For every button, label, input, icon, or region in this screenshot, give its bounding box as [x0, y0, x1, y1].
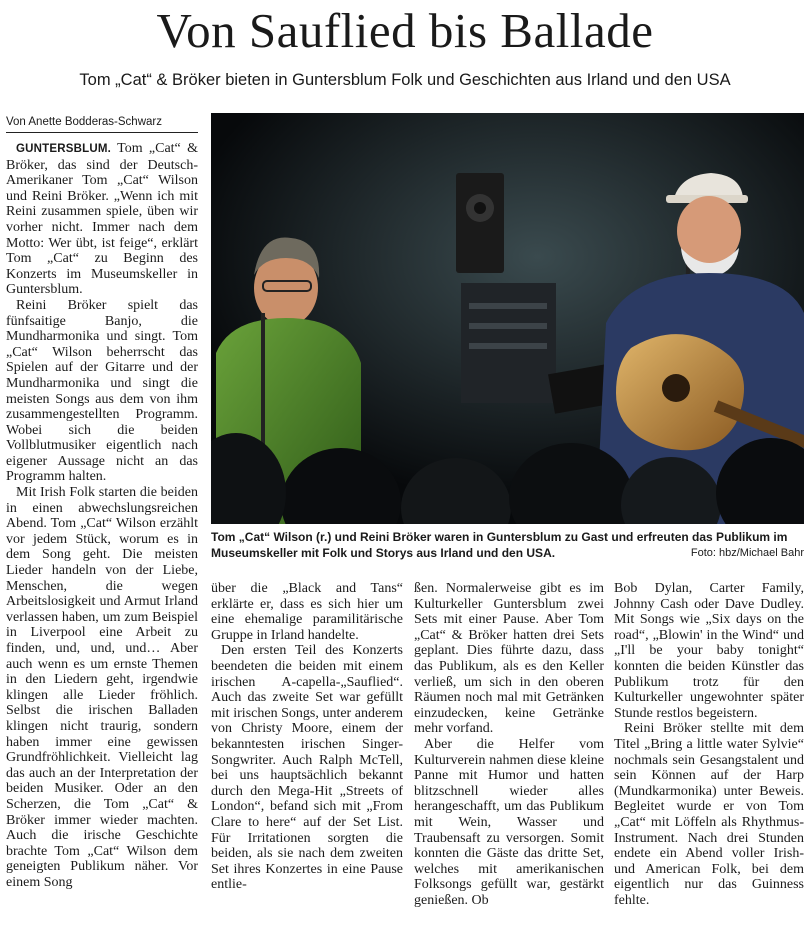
paragraph — [6, 141, 198, 298]
paragraph: ßen. Normalerweise gibt es im Kulturkeller Guntersblum zwei Sets mit einer Pause. Aber Tom „Cat“ & Bröker hatten drei Sets geplant. Dies führte dazu, dass das Publikum, als es den Keller verließ, um sich in den oberen Räumen noch mal mit Getränken einzudecken, keine Getränke mehr vorfand. — [414, 581, 604, 737]
paragraph: Bob Dylan, Carter Family, Johnny Cash oder Dave Dudley. Mit Songs wie „Six days on the road“, „Blowin' in the Wind“ und „I'll be your baby tonight“ konnten die beiden Künstler das Publikum trotz für den Kulturkeller ungewohnter später Stunde restlos begeistern. — [614, 581, 804, 721]
concert-photo — [211, 113, 804, 524]
article-column-3 — [414, 581, 604, 943]
subheadline: Tom „Cat“ & Bröker bieten in Guntersblum Folk und Geschichten aus Irland und den USA — [79, 71, 731, 89]
article-column-2 — [211, 581, 403, 943]
article-column-4 — [614, 581, 804, 943]
paragraph: über die „Black and Tans“ erklärte er, dass es sich hier um eine ehemalige paramilitärische Gruppe in Irland handelte. — [211, 581, 403, 643]
paragraph: Den ersten Teil des Konzerts beendeten die beiden mit einem irischen A-capella-„Sauflied“. Auch das zweite Set war gefüllt mit irischen Songs, unter anderem von Christy Moore, einem der bekanntesten irischen Singer-Songwriter. Auch Ralph McTell, bei uns hauptsächlich bekannt durch den Mega-Hit „Streets of London“, befand sich mit „From Clare to here“ auf der Set List. Für Irritationen sorgten die beiden, als sie nach dem zweiten Set ihres Konzertes in eine Pause entlie- — [211, 643, 403, 893]
byline: Von Anette Bodderas-Schwarz — [6, 114, 198, 133]
paragraph: Reini Bröker spielt das fünfsaitige Banjo, die Mundharmonika und singt. Tom „Cat“ Wilson beherrscht das Spielen auf der Gitarre und der Mundharmonika und singt die meisten Songs aus dem von ihm zusammengestellten Programm. Wobei sich die beiden Vollblutmusiker eigentlich nach eigener Aussage nicht an das Programm halten. — [6, 297, 198, 485]
dateline: GUNTERSBLUM. — [16, 143, 112, 155]
photo-caption — [211, 529, 804, 561]
paragraph-text: Tom „Cat“ & Bröker, das sind der Deutsch-Amerikaner Tom „Cat“ Wilson und Reini Bröker. „Wenn ich mit Reini zusammen spiele, üben wir vorher nicht. Immer nach dem Motto: Wer übt, ist feige“, erklärt Tom „Cat“ zu Beginn des Konzerts im Museumskeller in Guntersblum. — [6, 141, 198, 298]
paragraph: Mit Irish Folk starten die beiden in einen abwechslungsreichen Abend. Tom „Cat“ Wilson erzählt vor jedem Stück, worum es in dem Song geht. Die meisten Lieder handeln von der Liebe, Menschen, die wegen Arbeitslosigkeit und Armut Irland verlassen haben, um zum Beispiel in Liverpool eine Arbeit zu finden, und, und, und… Aber auch wenn es um ernste Themen in den Liedern geht, irgendwie klingen alle Lieder fröhlich. Selbst die irischen Balladen klingen nicht traurig, sondern haben immer eine gewissen Grundfröhlichkeit. Vielleicht lag das auch an der Interpretation der beiden Musiker. Oder an den Scherzen, die Tom „Cat“ & Bröker immer wieder machten. Auch die irische Geschichte brachte Tom „Cat“ Wilson dem geneigten Publikum näher. Vor einem Song — [6, 485, 198, 890]
caption-text: Tom „Cat“ Wilson (r.) und Reini Bröker waren in Guntersblum zu Gast und erfreuten das Publikum im Museumskeller mit Folk und Storys aus Irland und den USA. — [211, 530, 788, 560]
paragraph: Aber die Helfer vom Kulturverein nahmen diese kleine Panne mit Humor und hatten blitzschnell wieder alles herangeschafft, um das Publikum mit Wein, Wasser und Traubensaft zu versorgen. Somit konnten die Gäste das dritte Set, welches mit amerikanischen Folksongs gefüllt war, gestärkt genießen. Ob — [414, 736, 604, 908]
photo-credit: Foto: hbz/Michael Bahr — [685, 545, 804, 561]
paragraph: Reini Bröker stellte mit dem Titel „Bring a little water Sylvie“ nochmals sein Gesangstalent und sein Können auf der Harp (Mundkarmonika) unter Beweis. Begleitet wurde er von Tom „Cat“ mit Löffeln als Rhythmus-Instrument. Nach drei Stunden endete ein Abend voller Irish- und American Folk, bei dem eigentlich nur das Guinness fehlte. — [614, 721, 804, 908]
concert-photo-icon — [211, 113, 804, 524]
article-column-1 — [6, 141, 198, 941]
headline: Von Sauflied bis Ballade — [156, 3, 654, 58]
